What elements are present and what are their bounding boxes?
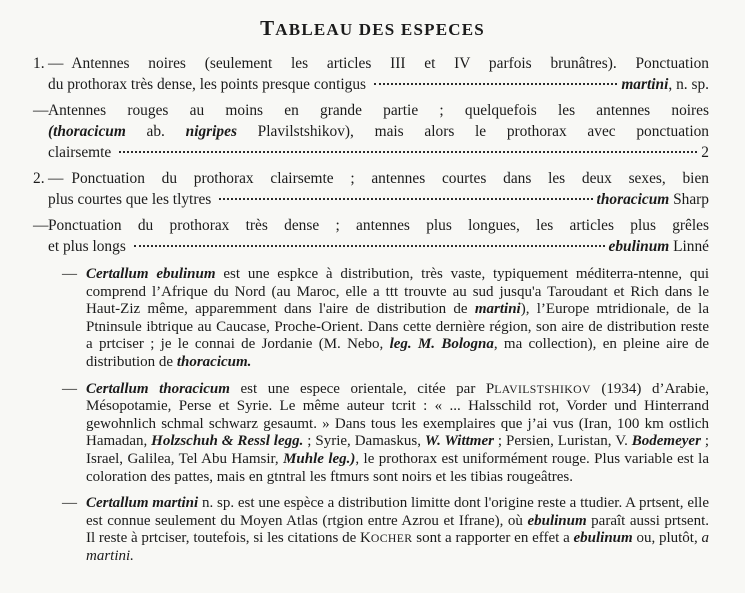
text-segment: , n. sp. — [668, 76, 709, 93]
text-segment: Plavilstshikov), mais alors le prothorax avec ponctuation — [236, 123, 709, 140]
key-item-line — [48, 168, 709, 189]
key-item — [33, 53, 709, 95]
species-result — [621, 74, 709, 95]
text-segment: martini — [621, 76, 669, 93]
text-segment: Ponctuation du prothorax très dense ; antennes plus longues, les articles plus grêles — [48, 217, 709, 234]
text-segment: (1934) d’Arabie, Mésopotamie, Perse et Syrie. Le même auteur tcrit : « ... Halsschild rot, Vorder und Hinterrand gewohnlich schmal schwarz gesaumt. » Dans tous les exemplaires que j’ai vus (Iran, 100 km ostlich Hamadan, — [86, 380, 710, 450]
text-segment: Ponctuation du prothorax clairsemte ; antennes courtes dans les deux sexes, bien — [71, 170, 709, 187]
leader-line — [48, 236, 709, 257]
text-segment: K — [360, 530, 371, 547]
text-segment: Antennes noires (seulement les articles III et IV parfois brunâtres). Ponctuation — [71, 55, 709, 72]
text-segment: a martini. — [86, 530, 709, 564]
text-segment: ; Israel, Galilea, Tel Abu Hamsir, — [86, 433, 709, 467]
key-item-line — [48, 100, 709, 121]
text-segment: plus courtes que les tlytres — [48, 191, 212, 208]
text-segment: ou, plutôt, — [632, 530, 702, 547]
dot-leader — [374, 82, 617, 85]
leader-lead-text — [48, 74, 370, 95]
text-segment: du prothorax très dense, les points presque contigus — [48, 76, 367, 93]
text-segment: sont a rapporter en effet a — [412, 530, 574, 547]
key-item — [33, 168, 709, 210]
leader-lead-text — [48, 142, 115, 163]
leader-line — [48, 142, 709, 163]
text-segment: W. Wittmer — [424, 433, 494, 450]
species-notes-list — [62, 266, 710, 566]
text-segment: est une espkce à distribution, très vaste, typiquement méditerra-ntenne, qui comprend l’Afrique du Nord (au Maroc, elle a ttt trouvte au sud jusqu'a Taroudant et Rich dans le Haut-Ziz même, apparemment dans l'aire de distribution de — [86, 266, 709, 318]
text-segment: Certallum martini — [86, 495, 199, 512]
key-item-dash: — — [48, 170, 64, 187]
text-segment: , le prothorax est uniformément rouge. Plus variable est la coloration des pattes, mais en gtntral les ftmurs sont noirs et les tibias rougeâtres. — [86, 450, 709, 485]
leader-line — [48, 189, 709, 210]
text-segment: ; Persien, Luristan, V. — [493, 433, 632, 450]
text-segment: martini — [474, 301, 521, 318]
text-segment: nigripes — [185, 123, 237, 140]
leader-lead-text — [48, 236, 130, 257]
text-segment: Bodemeyer — [631, 433, 701, 450]
text-segment: OCHER — [370, 532, 413, 546]
text-segment: P — [485, 380, 495, 397]
text-segment: LAVILSTSHIKOV — [494, 382, 591, 396]
note-paragraph — [62, 380, 710, 487]
text-segment: paraît aussi prtsent. Il reste à prtciser, toutefois, si les citations de — [86, 512, 709, 547]
text-segment: ebulinum — [527, 512, 587, 529]
note-paragraph — [62, 266, 710, 372]
leader-lead-text — [48, 189, 215, 210]
text-segment: clairsemte — [48, 144, 112, 161]
key-item — [33, 100, 709, 163]
text-segment: Certallum ebulinum — [86, 266, 216, 282]
text-segment: Certallum thoracicum — [86, 380, 230, 397]
key-item-line — [48, 121, 709, 142]
page-title — [0, 16, 745, 41]
text-segment: ebulinum — [608, 238, 670, 255]
species-result — [609, 236, 709, 257]
text-segment: Holzschuh & Ressl legg. — [151, 433, 304, 450]
key-item — [33, 215, 709, 257]
text-segment: Linné — [669, 238, 709, 255]
text-segment: 2 — [701, 144, 709, 161]
dot-leader — [219, 197, 592, 200]
text-segment: ; Syrie, Damaskus, — [303, 433, 425, 450]
species-result — [701, 142, 709, 163]
key-item-marker: — — [33, 102, 49, 119]
note-paragraph — [62, 495, 709, 565]
text-segment: est une espece orientale, citée par — [229, 380, 486, 397]
key-item-line — [48, 53, 709, 74]
text-segment: ), l’Europe mtridionale, de la Ptninsule ibtrique au Caucase, Proche-Orient. Dans cette dernière région, son aire de distribution reste a prtciser ; je le connai de Jordanie (M. Nebo, — [86, 301, 709, 353]
text-segment: (thoracicum — [48, 123, 126, 140]
text-segment: et plus longs — [48, 238, 126, 255]
text-segment: ab. — [125, 123, 186, 140]
note-dash: — — [62, 266, 77, 282]
text-segment: Muhle leg.) — [283, 450, 356, 467]
title-rest: ABLEAU DES ESPECES — [275, 20, 485, 39]
dot-leader — [134, 244, 605, 247]
text-segment: Antennes rouges au moins en grande partie ; quelquefois les antennes noires — [48, 102, 709, 119]
text-segment: Sharp — [669, 191, 709, 208]
text-segment: thoracicum. — [176, 353, 252, 370]
species-result — [597, 189, 709, 210]
species-key-list — [33, 53, 709, 257]
leader-line — [48, 74, 709, 95]
key-item-marker: — — [33, 217, 49, 234]
key-item-dash: — — [48, 55, 64, 72]
text-segment: leg. M. Bologna — [389, 336, 494, 353]
text-segment: n. sp. est une espèce a distribution limitte dont l'origine reste a ttudier. A prtsent, elle est connue seulement du Moyen Atlas (rtgion entre Azrou et Ifrane), où — [86, 495, 709, 529]
dot-leader — [119, 150, 697, 153]
key-item-marker: 1. — [33, 55, 45, 72]
text-segment: ebulinum — [573, 530, 633, 547]
key-item-marker: 2. — [33, 170, 45, 187]
text-segment: , ma collection), en pleine aire de distribution de — [86, 336, 710, 370]
note-dash: — — [62, 380, 77, 397]
key-item-line — [48, 215, 709, 236]
note-dash: — — [62, 495, 77, 512]
title-initial: T — [260, 16, 276, 40]
text-segment: thoracicum — [596, 191, 670, 208]
